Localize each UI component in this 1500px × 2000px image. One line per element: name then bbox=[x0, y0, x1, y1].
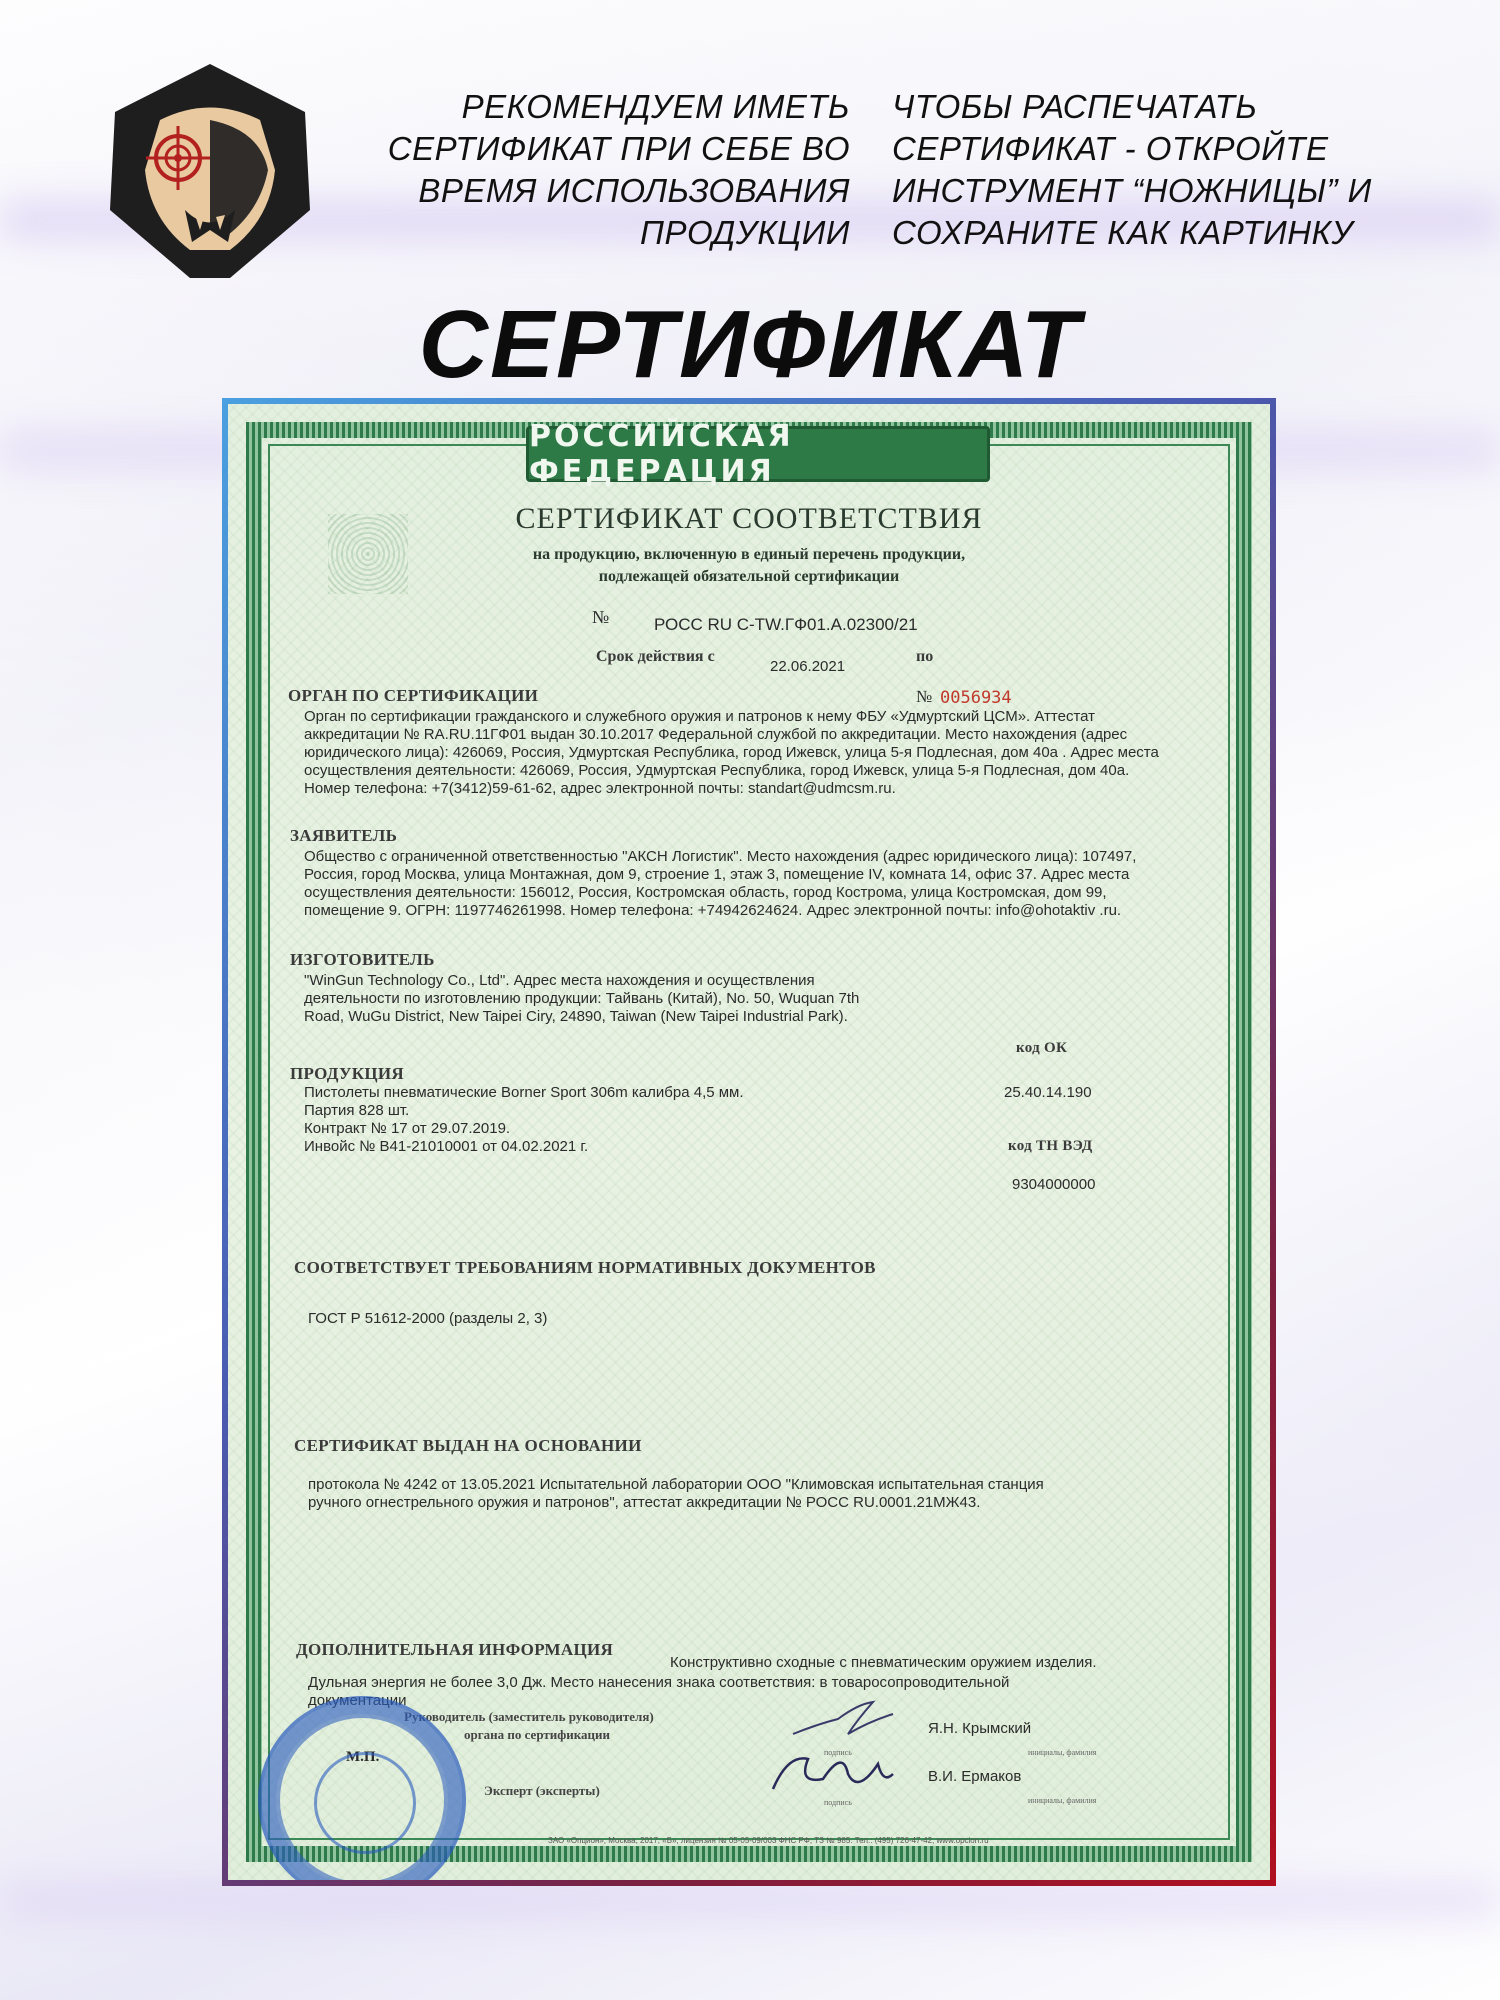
expert-name: В.И. Ермаков bbox=[928, 1768, 1022, 1785]
text-line: Россия, город Москва, улица Монтажная, дом 9, строение 1, этаж 3, помещение IV, комната 14, офис 37. Адрес места bbox=[304, 866, 1130, 883]
product-text bbox=[304, 1084, 744, 1156]
expert-label: Эксперт (эксперты) bbox=[484, 1783, 600, 1798]
signature-caption: подпись bbox=[824, 1748, 852, 1757]
basis-text bbox=[308, 1476, 1044, 1512]
validity-label: Срок действия с bbox=[596, 648, 715, 665]
text-line: Общество с ограниченной ответственностью "АКСН Логистик". Место нахождения (адрес юридического лица): 107497, bbox=[304, 848, 1137, 865]
tnved-label: код ТН ВЭД bbox=[1008, 1138, 1093, 1154]
text-line: аккредитации № RA.RU.11ГФ01 выдан 30.10.2017 Федеральной службой по аккредитации. Место нахождения (адрес bbox=[304, 726, 1128, 743]
text-line: Инвойс № В41-21010001 от 04.02.2021 г. bbox=[304, 1138, 589, 1155]
applicant-heading: ЗАЯВИТЕЛЬ bbox=[290, 826, 398, 845]
text-line: помещение 9. ОГРН: 1197746261998. Номер телефона: +74942624624. Адрес электронной почты: info@ohotaktiv .ru. bbox=[304, 902, 1122, 919]
tnved-code: 9304000000 bbox=[1012, 1176, 1096, 1193]
expert-signature-icon bbox=[768, 1744, 898, 1804]
serial-label: № bbox=[916, 687, 933, 706]
organ-text bbox=[304, 708, 1159, 798]
text-line: Орган по сертификации гражданского и служебного оружия и патронов к нему ФБУ «Удмуртский ЦСМ». Аттестат bbox=[304, 708, 1096, 725]
text-line: юридического лица): 426069, Россия, Удмуртская Республика, город Ижевск, улица 5-я Подлесная, дом 40а . Адрес места bbox=[304, 744, 1159, 761]
lion-logo-icon bbox=[100, 60, 320, 280]
extra-info-heading: ДОПОЛНИТЕЛЬНАЯ ИНФОРМАЦИЯ bbox=[296, 1640, 614, 1659]
text-line: Road, WuGu District, New Taipei Ciry, 24890, Taiwan (New Taipei Industrial Park). bbox=[304, 1008, 848, 1025]
note-line: СОХРАНИТЕ КАК КАРТИНКУ bbox=[892, 214, 1354, 251]
background-streak bbox=[0, 1880, 1500, 1920]
text-line: ручного огнестрельного оружия и патронов", аттестат аккредитации № РОСС RU.0001.21МЖ43. bbox=[308, 1494, 981, 1511]
text-line: Контракт № 17 от 29.07.2019. bbox=[304, 1120, 511, 1137]
text-line: Номер телефона: +7(3412)59-61-62, адрес электронной почты: standart@udmcsm.ru. bbox=[304, 780, 896, 797]
head-signature-icon bbox=[788, 1694, 898, 1744]
applicant-text bbox=[304, 848, 1136, 920]
certificate-number: РОСС RU С-TW.ГФ01.А.02300/21 bbox=[654, 615, 918, 634]
conformity-heading: СООТВЕТСТВУЕТ ТРЕБОВАНИЯМ НОРМАТИВНЫХ ДОКУМЕНТОВ bbox=[294, 1258, 876, 1277]
basis-heading: СЕРТИФИКАТ ВЫДАН НА ОСНОВАНИИ bbox=[294, 1436, 642, 1455]
text-line: Партия 828 шт. bbox=[304, 1102, 410, 1119]
certificate-subtitle: на продукцию, включенную в единый перечень продукции, bbox=[532, 546, 966, 563]
stamp-place-label: М.П. bbox=[346, 1749, 380, 1765]
text-line: осуществления деятельности: 156012, Россия, Костромская область, город Кострома, улица Костромская, дом 99, bbox=[304, 884, 1107, 901]
certificate-document bbox=[228, 404, 1270, 1880]
product-heading: ПРОДУКЦИЯ bbox=[290, 1064, 405, 1083]
ok-code: 25.40.14.190 bbox=[1004, 1084, 1092, 1101]
manufacturer-text bbox=[304, 972, 859, 1026]
text-line: Дульная энергия не более 3,0 Дж. Место нанесения знака соответствия: в товаросопроводительной bbox=[308, 1674, 1010, 1691]
text-line: "WinGun Technology Co., Ltd". Адрес места нахождения и осуществления bbox=[304, 972, 815, 989]
head-label: Руководитель (заместитель руководителя) bbox=[404, 1709, 654, 1724]
page-title: СЕРТИФИКАТ bbox=[418, 291, 1082, 398]
note-line: ЧТОБЫ РАСПЕЧАТАТЬ bbox=[892, 88, 1258, 125]
seal-inner-ring bbox=[314, 1752, 416, 1854]
text-line: осуществления деятельности: 426069, Россия, Удмуртская Республика, город Ижевск, улица 5-я Подлесная, дом 40а. bbox=[304, 762, 1130, 779]
note-line: ИНСТРУМЕНТ “НОЖНИЦЫ” И bbox=[892, 172, 1372, 209]
signature-caption: подпись bbox=[824, 1798, 852, 1807]
validity-from: 22.06.2021 bbox=[770, 658, 846, 675]
printer-footer: ЗАО «Опцион», Москва, 2017, «Б», лицензия № 05-05-09/003 ФНС РФ, ТЗ № 985. Тел.: (495) 726-47-42, www.opcion.ru bbox=[548, 1836, 989, 1845]
extra-info-right: Конструктивно сходные с пневматическим оружием изделия. bbox=[670, 1654, 1097, 1671]
print-instruction-note bbox=[892, 86, 1452, 254]
serial-number: 0056934 bbox=[940, 688, 1012, 708]
head-name: Я.Н. Крымский bbox=[928, 1720, 1032, 1737]
extra-info-text bbox=[308, 1674, 1009, 1710]
name-caption: инициалы, фамилия bbox=[1028, 1748, 1097, 1757]
recommendation-note bbox=[330, 86, 850, 254]
name-caption: инициалы, фамилия bbox=[1028, 1796, 1097, 1805]
head-label: органа по сертификации bbox=[464, 1727, 610, 1742]
certificate-subtitle: подлежащей обязательной сертификации bbox=[598, 568, 900, 585]
text-line: протокола № 4242 от 13.05.2021 Испытательной лаборатории ООО "Климовская испытательная станция bbox=[308, 1476, 1044, 1493]
organ-heading: ОРГАН ПО СЕРТИФИКАЦИИ bbox=[288, 686, 539, 705]
text-line: Пистолеты пневматические Borner Sport 306m калибра 4,5 мм. bbox=[304, 1084, 744, 1101]
note-line: РЕКОМЕНДУЕМ ИМЕТЬ bbox=[461, 88, 850, 125]
certificate-title: СЕРТИФИКАТ СООТВЕТСТВИЯ bbox=[515, 502, 983, 535]
russian-federation-banner bbox=[526, 419, 990, 489]
number-label: № bbox=[592, 607, 610, 627]
validity-to-label: по bbox=[916, 648, 934, 665]
note-line: ПРОДУКЦИИ bbox=[640, 214, 850, 251]
text-line: деятельности по изготовлению продукции: Тайвань (Китай), No. 50, Wuquan 7th bbox=[304, 990, 860, 1007]
conformity-text: ГОСТ Р 51612-2000 (разделы 2, 3) bbox=[308, 1310, 548, 1327]
certificate-frame bbox=[222, 398, 1276, 1886]
note-line: СЕРТИФИКАТ ПРИ СЕБЕ ВО bbox=[387, 130, 850, 167]
note-line: ВРЕМЯ ИСПОЛЬЗОВАНИЯ bbox=[418, 172, 850, 209]
note-line: СЕРТИФИКАТ - ОТКРОЙТЕ bbox=[892, 130, 1329, 167]
text-line: документации bbox=[308, 1692, 407, 1709]
ok-code-label: код ОК bbox=[1016, 1040, 1068, 1056]
manufacturer-heading: ИЗГОТОВИТЕЛЬ bbox=[290, 950, 435, 969]
banner-text: РОССИЙСКАЯ ФЕДЕРАЦИЯ bbox=[529, 419, 794, 489]
